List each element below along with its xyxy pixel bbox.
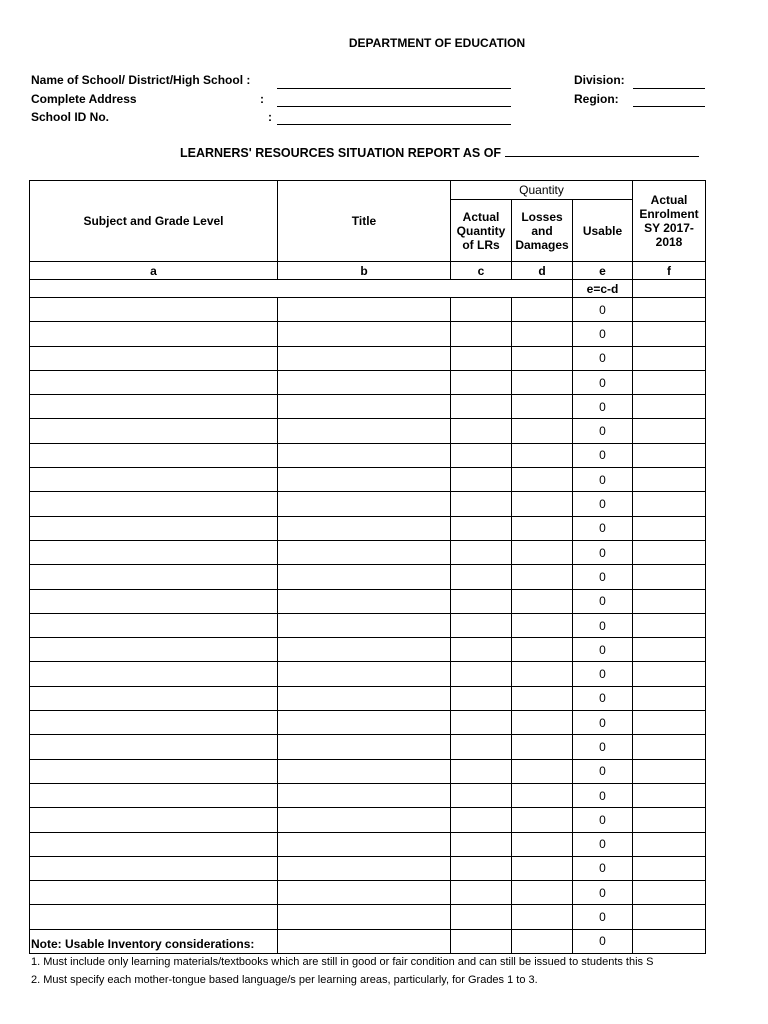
losses-cell[interactable]: [512, 832, 573, 856]
subject-cell[interactable]: [30, 686, 278, 710]
enrolment-cell[interactable]: [633, 832, 706, 856]
subject-cell[interactable]: [30, 638, 278, 662]
col-usable: Usable: [573, 200, 633, 262]
table-row: [30, 856, 706, 880]
table-row: [30, 492, 706, 516]
enrolment-cell[interactable]: [633, 346, 706, 370]
table-row: [30, 395, 706, 419]
usable-cell: 0: [573, 565, 633, 589]
actual-quantity-cell[interactable]: [451, 468, 512, 492]
usable-cell: 0: [573, 298, 633, 322]
losses-cell[interactable]: [512, 516, 573, 540]
losses-cell[interactable]: [512, 929, 573, 953]
subject-cell[interactable]: [30, 856, 278, 880]
losses-cell[interactable]: [512, 686, 573, 710]
enrolment-cell[interactable]: [633, 759, 706, 783]
enrolment-cell[interactable]: [633, 613, 706, 637]
table-body: [30, 298, 706, 954]
enrolment-cell[interactable]: [633, 856, 706, 880]
losses-cell[interactable]: [512, 808, 573, 832]
enrolment-cell[interactable]: [633, 322, 706, 346]
table-row: [30, 783, 706, 807]
table-row: [30, 419, 706, 443]
usable-cell: 0: [573, 370, 633, 394]
division-label: Division:: [574, 73, 625, 87]
table-row: [30, 905, 706, 929]
usable-cell: 0: [573, 322, 633, 346]
usable-cell: 0: [573, 468, 633, 492]
usable-cell: 0: [573, 662, 633, 686]
enrolment-cell[interactable]: [633, 540, 706, 564]
title-cell[interactable]: [278, 686, 451, 710]
actual-quantity-cell[interactable]: [451, 613, 512, 637]
col-letter-c: c: [451, 262, 512, 280]
note-item-1: 1. Must include only learning materials/textbooks which are still in good or fair condition and can still be issued to students this S: [31, 956, 654, 968]
title-cell[interactable]: [278, 832, 451, 856]
enrolment-cell[interactable]: [633, 735, 706, 759]
report-title: [180, 146, 699, 160]
subject-cell[interactable]: [30, 516, 278, 540]
usable-cell: 0: [573, 808, 633, 832]
formula-spacer: [30, 280, 573, 298]
enrolment-cell[interactable]: [633, 929, 706, 953]
actual-quantity-cell[interactable]: [451, 589, 512, 613]
subject-cell[interactable]: [30, 443, 278, 467]
table-row: [30, 346, 706, 370]
title-cell[interactable]: [278, 468, 451, 492]
school-name-field[interactable]: [277, 88, 511, 89]
enrolment-cell[interactable]: [633, 298, 706, 322]
table-row: [30, 540, 706, 564]
losses-cell[interactable]: [512, 881, 573, 905]
title-cell[interactable]: [278, 492, 451, 516]
subject-cell[interactable]: [30, 419, 278, 443]
actual-quantity-cell[interactable]: [451, 832, 512, 856]
region-label: Region:: [574, 92, 619, 106]
usable-cell: 0: [573, 735, 633, 759]
actual-quantity-cell[interactable]: [451, 711, 512, 735]
title-cell[interactable]: [278, 662, 451, 686]
losses-cell[interactable]: [512, 395, 573, 419]
col-letter-a: a: [30, 262, 278, 280]
usable-cell: 0: [573, 346, 633, 370]
school-name-label: Name of School/ District/High School :: [31, 73, 251, 87]
losses-cell[interactable]: [512, 540, 573, 564]
actual-quantity-cell[interactable]: [451, 322, 512, 346]
actual-quantity-cell[interactable]: [451, 565, 512, 589]
usable-cell: 0: [573, 881, 633, 905]
enrolment-cell[interactable]: [633, 686, 706, 710]
subject-cell[interactable]: [30, 735, 278, 759]
usable-cell: 0: [573, 759, 633, 783]
title-cell[interactable]: [278, 759, 451, 783]
subject-cell[interactable]: [30, 395, 278, 419]
actual-quantity-cell[interactable]: [451, 638, 512, 662]
usable-cell: 0: [573, 856, 633, 880]
table-row: [30, 662, 706, 686]
title-cell[interactable]: [278, 856, 451, 880]
col-letter-e: e: [573, 262, 633, 280]
actual-quantity-cell[interactable]: [451, 759, 512, 783]
subject-cell[interactable]: [30, 711, 278, 735]
losses-cell[interactable]: [512, 638, 573, 662]
usable-cell: 0: [573, 929, 633, 953]
title-cell[interactable]: [278, 565, 451, 589]
table-row: [30, 613, 706, 637]
usable-cell: 0: [573, 540, 633, 564]
actual-quantity-cell[interactable]: [451, 929, 512, 953]
title-cell[interactable]: [278, 929, 451, 953]
losses-cell[interactable]: [512, 346, 573, 370]
title-cell[interactable]: [278, 881, 451, 905]
col-letter-d: d: [512, 262, 573, 280]
losses-cell[interactable]: [512, 565, 573, 589]
usable-cell: 0: [573, 711, 633, 735]
subject-cell[interactable]: [30, 298, 278, 322]
usable-cell: 0: [573, 686, 633, 710]
subject-cell[interactable]: [30, 662, 278, 686]
subject-cell[interactable]: [30, 346, 278, 370]
table-row: [30, 711, 706, 735]
title-cell[interactable]: [278, 735, 451, 759]
notes-title: Note: Usable Inventory considerations:: [31, 937, 255, 951]
losses-cell[interactable]: [512, 419, 573, 443]
title-cell[interactable]: [278, 711, 451, 735]
table-row: [30, 638, 706, 662]
losses-cell[interactable]: [512, 589, 573, 613]
subject-cell[interactable]: [30, 905, 278, 929]
col-losses-damages: Losses and Damages: [512, 200, 573, 262]
enrolment-cell[interactable]: [633, 395, 706, 419]
table-row: [30, 832, 706, 856]
title-cell[interactable]: [278, 540, 451, 564]
enrolment-cell[interactable]: [633, 808, 706, 832]
title-cell[interactable]: [278, 905, 451, 929]
losses-cell[interactable]: [512, 443, 573, 467]
actual-quantity-cell[interactable]: [451, 881, 512, 905]
subject-cell[interactable]: [30, 468, 278, 492]
subject-cell[interactable]: [30, 589, 278, 613]
division-field[interactable]: [633, 88, 705, 89]
table-row: [30, 735, 706, 759]
title-cell[interactable]: [278, 322, 451, 346]
col-quantity-group: Quantity: [451, 181, 633, 200]
subject-cell[interactable]: [30, 613, 278, 637]
losses-cell[interactable]: [512, 711, 573, 735]
enrolment-cell[interactable]: [633, 905, 706, 929]
actual-quantity-cell[interactable]: [451, 662, 512, 686]
usable-cell: 0: [573, 395, 633, 419]
subject-cell[interactable]: [30, 370, 278, 394]
table-row: [30, 881, 706, 905]
school-id-colon: :: [268, 110, 272, 124]
table-row: [30, 468, 706, 492]
usable-cell: 0: [573, 832, 633, 856]
title-cell[interactable]: [278, 395, 451, 419]
enrolment-cell[interactable]: [633, 443, 706, 467]
formula-enrolment-cell: [633, 280, 706, 298]
subject-cell[interactable]: [30, 881, 278, 905]
address-field[interactable]: [277, 106, 511, 107]
enrolment-cell[interactable]: [633, 492, 706, 516]
table-row: [30, 322, 706, 346]
department-title: DEPARTMENT OF EDUCATION: [348, 36, 526, 50]
usable-cell: 0: [573, 589, 633, 613]
usable-cell: 0: [573, 783, 633, 807]
enrolment-cell[interactable]: [633, 881, 706, 905]
subject-cell[interactable]: [30, 783, 278, 807]
title-cell[interactable]: [278, 808, 451, 832]
report-date-field[interactable]: [505, 146, 699, 157]
enrolment-cell[interactable]: [633, 638, 706, 662]
usable-cell: 0: [573, 638, 633, 662]
table-row: [30, 565, 706, 589]
losses-cell[interactable]: [512, 322, 573, 346]
losses-cell[interactable]: [512, 905, 573, 929]
usable-formula: e=c-d: [573, 280, 633, 298]
table-row: [30, 808, 706, 832]
losses-cell[interactable]: [512, 783, 573, 807]
title-cell[interactable]: [278, 346, 451, 370]
title-cell[interactable]: [278, 516, 451, 540]
col-actual-quantity: Actual Quantity of LRs: [451, 200, 512, 262]
actual-quantity-cell[interactable]: [451, 516, 512, 540]
note-item-2: 2. Must specify each mother-tongue based language/s per learning areas, particularly, for Grades 1 to 3.: [31, 974, 538, 986]
usable-cell: 0: [573, 516, 633, 540]
title-cell[interactable]: [278, 419, 451, 443]
losses-cell[interactable]: [512, 856, 573, 880]
actual-quantity-cell[interactable]: [451, 492, 512, 516]
title-cell[interactable]: [278, 370, 451, 394]
usable-cell: 0: [573, 492, 633, 516]
title-cell[interactable]: [278, 613, 451, 637]
enrolment-cell[interactable]: [633, 468, 706, 492]
subject-cell[interactable]: [30, 492, 278, 516]
col-subject-grade: Subject and Grade Level: [30, 181, 278, 262]
losses-cell[interactable]: [512, 370, 573, 394]
title-cell[interactable]: [278, 298, 451, 322]
losses-cell[interactable]: [512, 298, 573, 322]
actual-quantity-cell[interactable]: [451, 395, 512, 419]
address-colon: :: [260, 92, 264, 106]
losses-cell[interactable]: [512, 759, 573, 783]
address-label: Complete Address: [31, 92, 137, 106]
subject-cell[interactable]: [30, 832, 278, 856]
table-row: [30, 589, 706, 613]
table-row: [30, 516, 706, 540]
report-title-text: LEARNERS' RESOURCES SITUATION REPORT AS OF: [180, 146, 502, 160]
enrolment-cell[interactable]: [633, 370, 706, 394]
usable-cell: 0: [573, 905, 633, 929]
enrolment-cell[interactable]: [633, 565, 706, 589]
actual-quantity-cell[interactable]: [451, 540, 512, 564]
actual-quantity-cell[interactable]: [451, 735, 512, 759]
lr-table: [29, 180, 706, 954]
subject-cell[interactable]: [30, 565, 278, 589]
actual-quantity-cell[interactable]: [451, 856, 512, 880]
subject-cell[interactable]: [30, 540, 278, 564]
enrolment-cell[interactable]: [633, 516, 706, 540]
usable-cell: 0: [573, 419, 633, 443]
title-cell[interactable]: [278, 638, 451, 662]
losses-cell[interactable]: [512, 735, 573, 759]
losses-cell[interactable]: [512, 492, 573, 516]
actual-quantity-cell[interactable]: [451, 370, 512, 394]
col-actual-enrolment: Actual Enrolment SY 2017-2018: [633, 181, 706, 262]
school-id-field[interactable]: [277, 124, 511, 125]
title-cell[interactable]: [278, 589, 451, 613]
actual-quantity-cell[interactable]: [451, 419, 512, 443]
school-id-label: School ID No.: [31, 110, 109, 124]
losses-cell[interactable]: [512, 613, 573, 637]
actual-quantity-cell[interactable]: [451, 346, 512, 370]
losses-cell[interactable]: [512, 662, 573, 686]
losses-cell[interactable]: [512, 468, 573, 492]
actual-quantity-cell[interactable]: [451, 905, 512, 929]
table-row: [30, 298, 706, 322]
enrolment-cell[interactable]: [633, 783, 706, 807]
actual-quantity-cell[interactable]: [451, 443, 512, 467]
region-field[interactable]: [633, 106, 705, 107]
actual-quantity-cell[interactable]: [451, 298, 512, 322]
table-row: [30, 686, 706, 710]
actual-quantity-cell[interactable]: [451, 783, 512, 807]
col-letter-b: b: [278, 262, 451, 280]
title-cell[interactable]: [278, 783, 451, 807]
subject-cell[interactable]: [30, 808, 278, 832]
title-cell[interactable]: [278, 443, 451, 467]
table-row: [30, 370, 706, 394]
actual-quantity-cell[interactable]: [451, 808, 512, 832]
subject-cell[interactable]: [30, 759, 278, 783]
table-row: [30, 759, 706, 783]
actual-quantity-cell[interactable]: [451, 686, 512, 710]
usable-cell: 0: [573, 613, 633, 637]
enrolment-cell[interactable]: [633, 711, 706, 735]
col-title: Title: [278, 181, 451, 262]
col-letter-f: f: [633, 262, 706, 280]
enrolment-cell[interactable]: [633, 419, 706, 443]
usable-cell: 0: [573, 443, 633, 467]
subject-cell[interactable]: [30, 322, 278, 346]
table-row: [30, 443, 706, 467]
enrolment-cell[interactable]: [633, 662, 706, 686]
enrolment-cell[interactable]: [633, 589, 706, 613]
